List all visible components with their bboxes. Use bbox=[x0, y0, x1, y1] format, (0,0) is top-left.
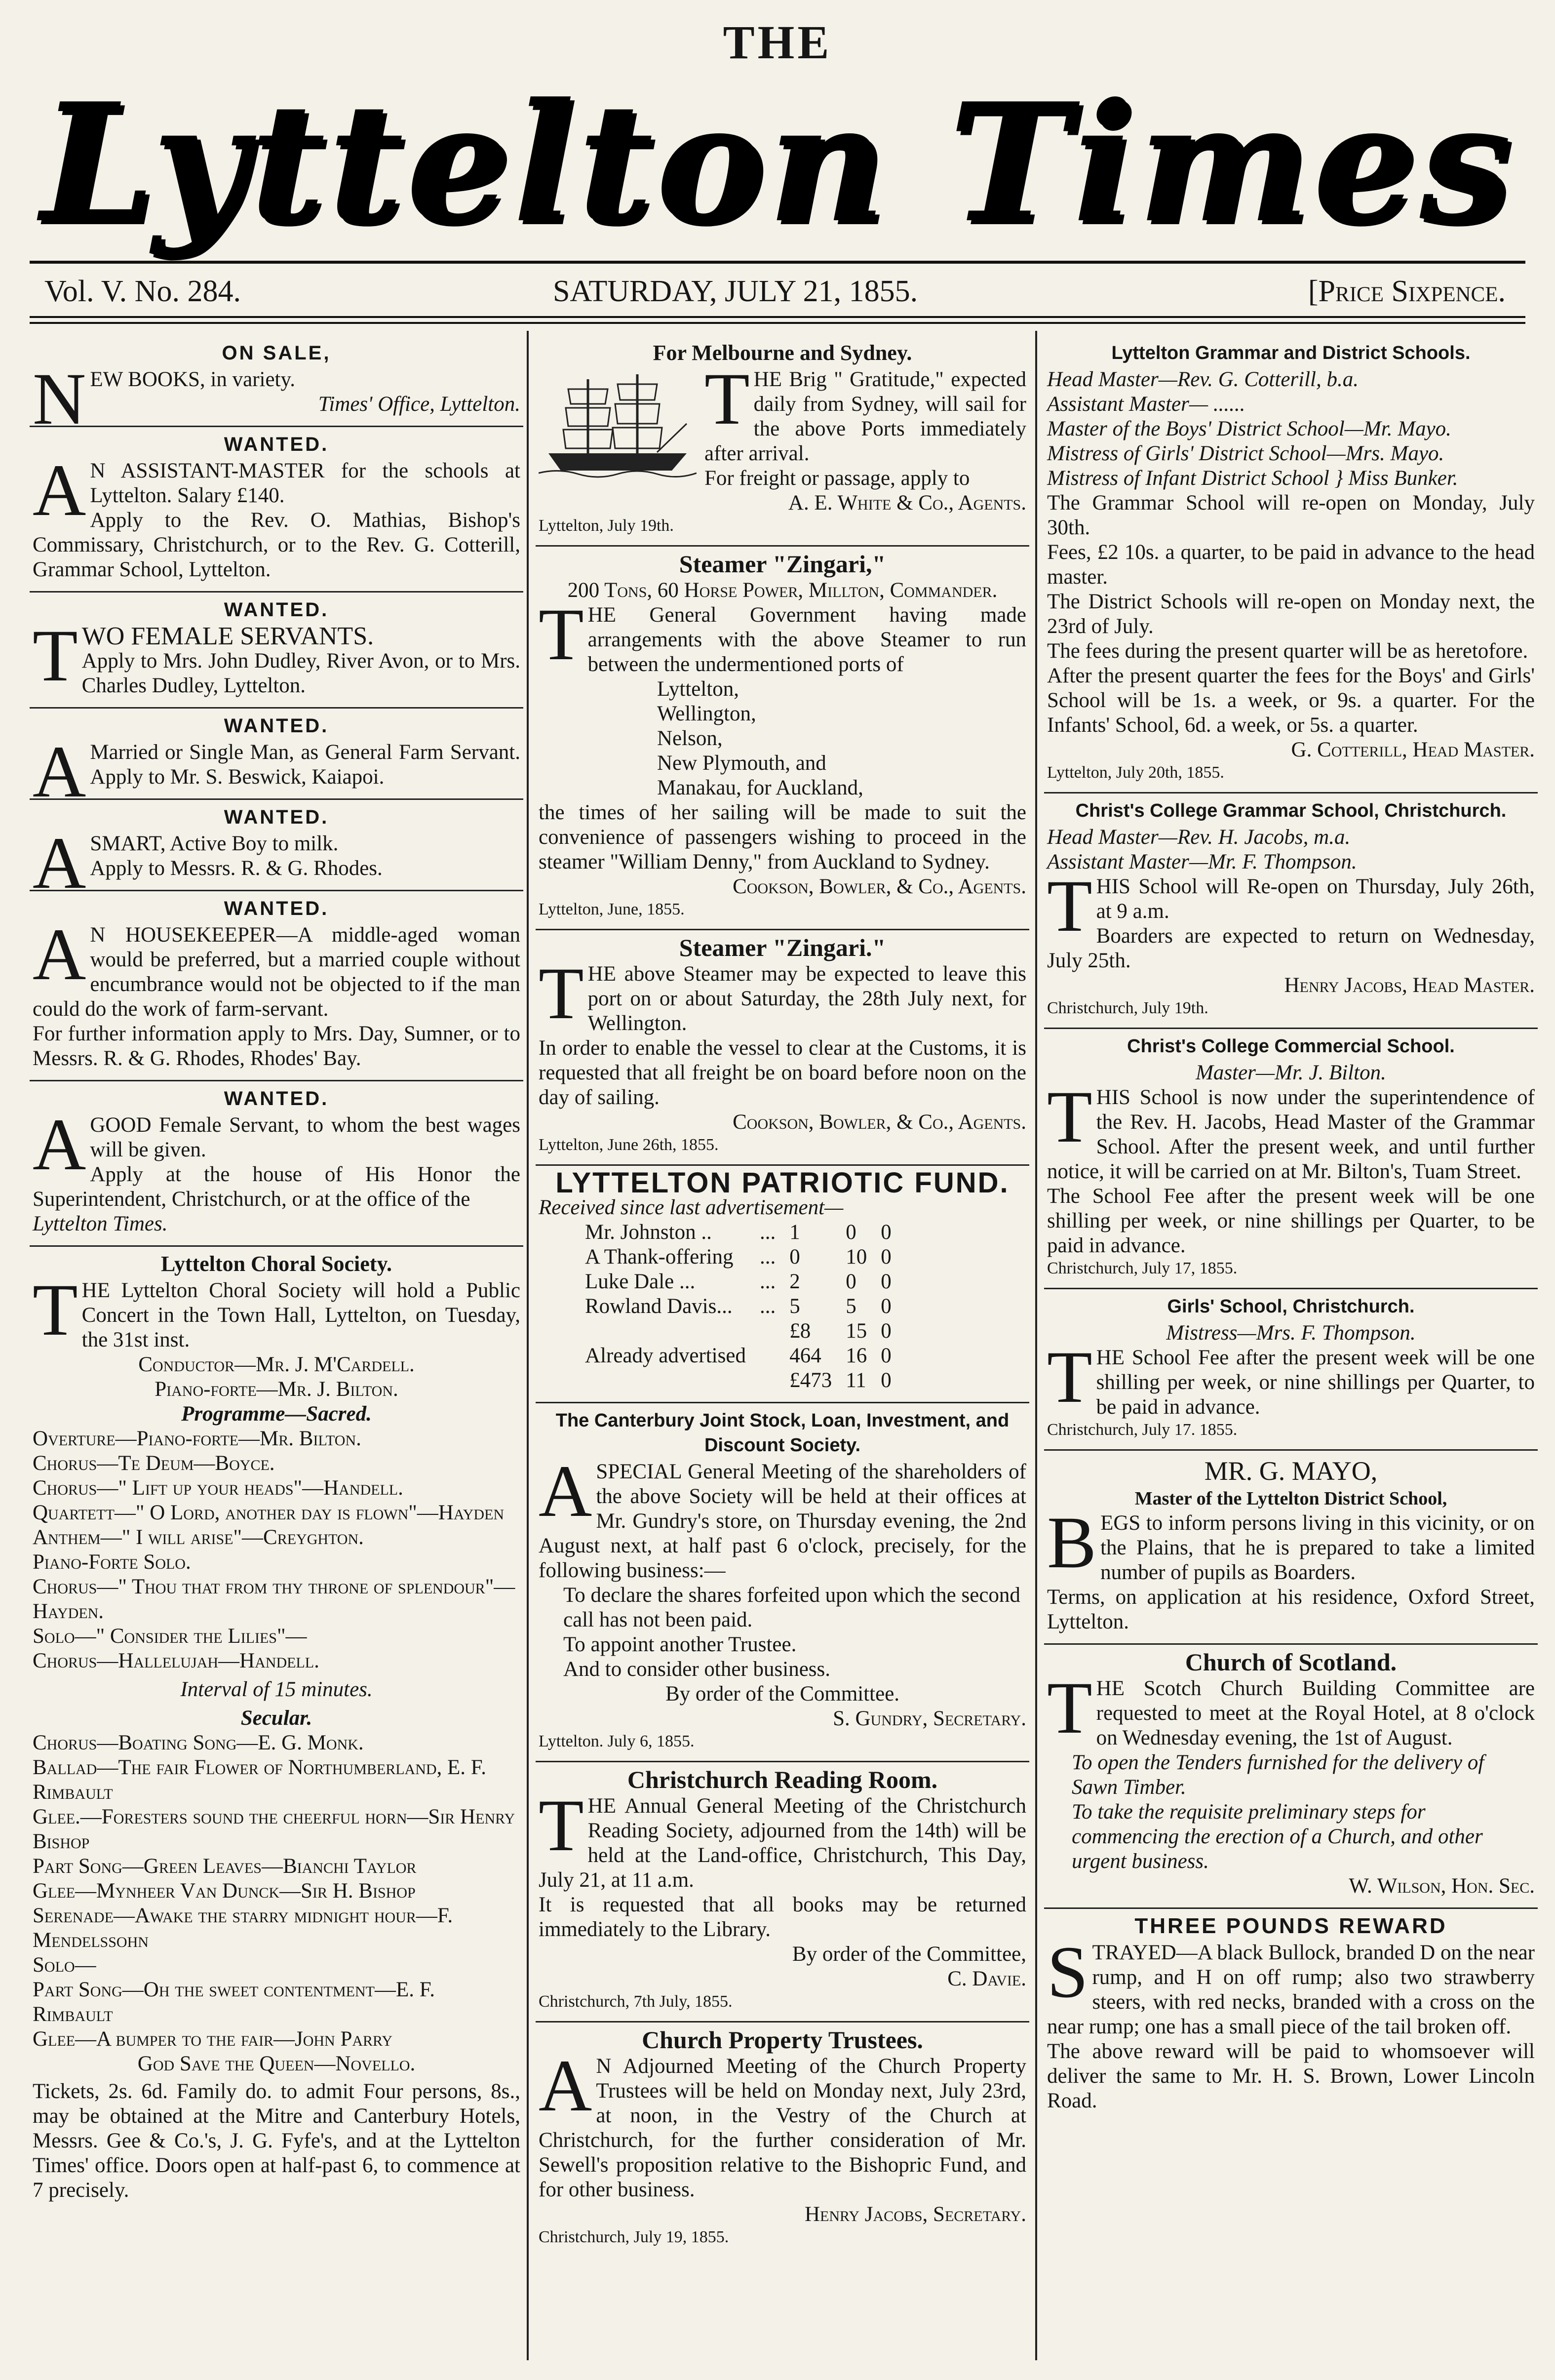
port: New Plymouth, and bbox=[657, 752, 826, 775]
ad-heading: WANTED. bbox=[224, 806, 329, 828]
ad-signature: S. Gundry, Secretary. bbox=[833, 1707, 1026, 1730]
staff-line: Mistress of Girls' District School—Mrs. Mayo. bbox=[1047, 442, 1444, 465]
staff-line: Assistant Master— ...... bbox=[1047, 393, 1245, 416]
ad-body: In order to enable the vessel to clear at the Customs, it is requested that all freight be on board before noon on the day of sailing. bbox=[539, 1036, 1026, 1109]
ad-heading: THREE POUNDS REWARD bbox=[1134, 1914, 1447, 1938]
ad-subheading: 200 Tons, 60 Horse Power, Millton, Commander. bbox=[567, 579, 998, 602]
fund-subheading: Received since last advertisement— bbox=[539, 1196, 844, 1219]
fund-subtotal bbox=[578, 1319, 898, 1344]
ad-heading: Lyttelton Choral Society. bbox=[160, 1252, 392, 1276]
ad-canterbury-society bbox=[536, 1403, 1029, 1762]
sacred-item: Piano-Forte Solo. bbox=[33, 1550, 191, 1574]
ad-body: NEW BOOKS, in variety. bbox=[33, 358, 295, 440]
leader-dots: ... bbox=[759, 1221, 776, 1244]
secular-item: God Save the Queen—Novello. bbox=[137, 2052, 416, 2075]
ad-signature: Times' Office, Lyttelton. bbox=[318, 393, 520, 416]
ad-body: THE Annual General Meeting of the Christchurch Reading Society, adjourned from the 14th) will be held at the Land-office, Christchurch, This Day, July 21, at 11 a.m. bbox=[539, 1785, 1026, 1892]
sacred-item: Chorus—Te Deum—Boyce. bbox=[33, 1452, 275, 1475]
interval: Interval of 15 minutes. bbox=[180, 1678, 373, 1701]
pence: 0 bbox=[881, 1295, 892, 1318]
port: Nelson, bbox=[657, 727, 723, 750]
ad-female-servants bbox=[30, 593, 523, 709]
ad-body: AN ASSISTANT-MASTER for the schools at Lyttelton. Salary £140. bbox=[33, 449, 520, 531]
secular-item: Glee—Mynheer Van Dunck—Sir H. Bishop bbox=[33, 1879, 416, 1903]
sacred-item: Chorus—Hallelujah—Handell. bbox=[33, 1649, 319, 1672]
port: Manakau, for Auckland, bbox=[657, 776, 863, 799]
ad-body: Apply to Messrs. R. & G. Rhodes. bbox=[90, 857, 383, 880]
leader-dots: ... bbox=[759, 1295, 776, 1318]
pence: 0 bbox=[881, 1221, 892, 1244]
ad-date: Christchurch, 7th July, 1855. bbox=[539, 1992, 733, 2011]
secular-item: Part Song—Oh the sweet contentment—E. F. Rimbault bbox=[33, 1978, 435, 2026]
ad-body: For further information apply to Mrs. Day, Sumner, or to Messrs. R. & G. Rhodes, Rhodes' Bay. bbox=[33, 1022, 520, 1070]
ship-icon bbox=[539, 369, 697, 483]
ad-female-servant bbox=[30, 1081, 523, 1247]
ad-date: Christchurch, July 19th. bbox=[1047, 999, 1208, 1017]
ad-heading: WANTED. bbox=[224, 715, 329, 737]
ad-heading: Church of Scotland. bbox=[1185, 1648, 1397, 1676]
staff-line: Master—Mr. J. Bilton. bbox=[1196, 1061, 1386, 1084]
fund-row bbox=[578, 1245, 898, 1269]
ad-body: the times of her sailing will be made to suit the convenience of passengers wishing to proceed in the steamer "William Denny," from Auckland to Sydney. bbox=[539, 801, 1026, 873]
pence: 0 bbox=[881, 1245, 892, 1269]
ad-church-of-scotland bbox=[1044, 1645, 1538, 1909]
ad-signature: Lyttelton Times. bbox=[33, 1212, 168, 1235]
ad-body: Apply to the Rev. O. Mathias, Bishop's Commissary, Christchurch, or to the Rev. G. Cotterill, Grammar School, Lyttelton. bbox=[33, 509, 520, 581]
ad-body: Fees, £2 10s. a quarter, to be paid in advance to the head master. bbox=[1047, 541, 1535, 589]
business-item: And to consider other business. bbox=[563, 1658, 831, 1681]
ad-heading: WANTED. bbox=[224, 599, 329, 621]
ad-heading: Girls' School, Christchurch. bbox=[1167, 1296, 1415, 1317]
column-3 bbox=[1044, 336, 1538, 2360]
ad-body: ASPECIAL General Meeting of the shareholders of the above Society will be held at their offices at Mr. Gundry's store, on Thursday evening, the 2nd August next, at half past 6 o'clock, precisely, for the following business:— bbox=[539, 1450, 1026, 1582]
shillings: 10 bbox=[846, 1245, 867, 1269]
ad-patriotic-fund bbox=[536, 1166, 1029, 1403]
secular-item: Glee.—Foresters sound the cheerful horn—Sir Henry Bishop bbox=[33, 1805, 515, 1853]
staff-line: Mistress of Infant District School } Miss Bunker. bbox=[1047, 467, 1458, 490]
ad-body: BEGS to inform persons living in this vicinity, or on the Plains, that he is prepared to take a limited number of pupils as Boarders. bbox=[1047, 1502, 1535, 1584]
ad-girls-school bbox=[1044, 1289, 1538, 1451]
staff-line: Head Master—Rev. H. Jacobs, m.a. bbox=[1047, 826, 1351, 849]
column-divider-2 bbox=[1035, 331, 1037, 2360]
ad-heading: Steamer "Zingari," bbox=[679, 550, 886, 578]
ad-college-grammar bbox=[1044, 793, 1538, 1029]
issue-date: SATURDAY, JULY 21, 1855. bbox=[553, 275, 918, 308]
leader-dots: ... bbox=[759, 1270, 776, 1293]
ad-heading: ON SALE, bbox=[222, 342, 331, 364]
ad-signature: Henry Jacobs, Secretary. bbox=[804, 2203, 1026, 2226]
ad-body: The Grammar School will re-open on Monday, July 30th. bbox=[1047, 491, 1535, 539]
pence: 0 bbox=[881, 1344, 892, 1367]
donor: A Thank-offering bbox=[585, 1245, 734, 1269]
staff-line: Mistress—Mrs. F. Thompson. bbox=[1166, 1321, 1416, 1345]
ad-body: THIS School is now under the superintendence of the Rev. H. Jacobs, Head Master of the Grammar School. After the present week, and until further notice, it will be carried on at Mr. Bilton's, Tuam Street. bbox=[1047, 1076, 1535, 1183]
sacred-item: Chorus—" Thou that from thy throne of splendour"—Hayden. bbox=[33, 1575, 515, 1623]
ad-body: The above reward will be paid to whomsoever will deliver the same to Mr. H. S. Brown, Lower Lincoln Road. bbox=[1047, 2040, 1535, 2112]
price: [Price Sixpence. bbox=[1308, 275, 1506, 308]
ad-subheading: Master of the Lyttelton District School, bbox=[1134, 1488, 1447, 1509]
shillings: 0 bbox=[846, 1270, 856, 1293]
pence: 0 bbox=[881, 1319, 892, 1343]
ad-body: AGOOD Female Servant, to whom the best wages will be given. bbox=[33, 1104, 520, 1186]
business-item: To take the requisite preliminary steps for commencing the erection of a Church, and other urgent business. bbox=[1072, 1800, 1483, 1873]
ad-heading: LYTTELTON PATRIOTIC FUND. bbox=[555, 1167, 1010, 1199]
donor: Mr. Johnston .. bbox=[585, 1221, 712, 1244]
fund-total bbox=[578, 1368, 898, 1393]
ad-body: THE General Government having made arrangements with the above Steamer to run between the undermentioned ports of bbox=[539, 594, 1026, 676]
ad-body: THE Lyttelton Choral Society will hold a Public Concert in the Town Hall, Lyttelton, on Tuesday, the 31st inst. bbox=[33, 1269, 520, 1351]
ad-body: ASMART, Active Boy to milk. bbox=[33, 822, 339, 904]
fund-already bbox=[578, 1344, 898, 1368]
ad-body: THIS School will Re-open on Thursday, July 26th, at 9 a.m. bbox=[1047, 865, 1535, 947]
ad-reward bbox=[1044, 1909, 1538, 2122]
column-1 bbox=[30, 336, 523, 2360]
ad-heading: Christ's College Commercial School. bbox=[1127, 1036, 1455, 1057]
secular-item: Ballad—The fair Flower of Northumberland, E. F. Rimbault bbox=[33, 1756, 487, 1804]
ad-body: It is requested that all books may be returned immediately to the Library. bbox=[539, 1893, 1026, 1941]
donor: Luke Dale ... bbox=[585, 1270, 696, 1293]
pounds: 1 bbox=[789, 1221, 800, 1244]
ad-body: THE Brig " Gratitude," expected daily from Sydney, will sail for the above Ports immediately after arrival. bbox=[704, 358, 1026, 465]
ad-heading: WANTED. bbox=[224, 434, 329, 455]
ad-grammar-schools bbox=[1044, 336, 1538, 793]
column-divider-1 bbox=[527, 331, 529, 2360]
ad-heading: The Canterbury Joint Stock, Loan, Investment, and Discount Society. bbox=[555, 1410, 1010, 1456]
ad-body: THE Scotch Church Building Committee are requested to meet at the Royal Hotel, at 8 o'clock on Wednesday evening, the 1st of August. bbox=[1047, 1667, 1535, 1749]
sacred-item: Quartett—" O Lord, another day is flown"—Hayden bbox=[33, 1501, 505, 1524]
pence: 0 bbox=[881, 1270, 892, 1293]
ad-heading: Steamer "Zingari." bbox=[679, 934, 886, 961]
ad-farm-servant bbox=[30, 709, 523, 813]
rule-top bbox=[30, 261, 1525, 264]
pounds: 464 bbox=[789, 1344, 821, 1367]
column-2 bbox=[536, 336, 1029, 2360]
ad-body: Boarders are expected to return on Wednesday, July 25th. bbox=[1047, 924, 1535, 972]
ad-body: After the present quarter the fees for the Boys' and Girls' School will be 1s. a week, or 9s. a quarter. For the Infants' School, 6d. a week, or 5s. a quarter. bbox=[1047, 664, 1535, 737]
ad-body: Terms, on application at his residence, Oxford Street, Lyttelton. bbox=[1047, 1586, 1535, 1633]
pounds: 0 bbox=[789, 1245, 800, 1269]
sacred-item: Overture—Piano-forte—Mr. Bilton. bbox=[33, 1427, 361, 1450]
port: Wellington, bbox=[657, 702, 756, 725]
masthead-the: THE bbox=[723, 16, 832, 69]
fund-table bbox=[578, 1220, 898, 1393]
ad-reading-room bbox=[536, 1762, 1029, 2023]
masthead-title: Lyttelton Times bbox=[40, 67, 1515, 259]
ad-assistant-master bbox=[30, 427, 523, 593]
ad-body: Apply to Mrs. John Dudley, River Avon, or to Mrs. Charles Dudley, Lyttelton. bbox=[81, 649, 520, 697]
already-label: Already advertised bbox=[585, 1344, 746, 1367]
staff-line: Head Master—Rev. G. Cotterill, b.a. bbox=[1047, 368, 1359, 391]
ad-body: AN Adjourned Meeting of the Church Property Trustees will be held on Monday next, July 23rd, at noon, in the Vestry of the Church at Christchurch, for the further consideration of Mr. Sewell's proposition relative to the Bishopric Fund, and for other business. bbox=[539, 2045, 1026, 2201]
ad-heading: WANTED. bbox=[224, 898, 329, 919]
ad-date: Christchurch, July 17, 1855. bbox=[1047, 1259, 1238, 1277]
ad-body: AMarried or Single Man, as General Farm Servant. Apply to Mr. S. Beswick, Kaiapoi. bbox=[33, 731, 520, 813]
business-item: To appoint another Trustee. bbox=[563, 1633, 797, 1656]
staff-line: Assistant Master—Mr. F. Thompson. bbox=[1047, 850, 1357, 873]
business-item: To declare the shares forfeited upon which the second call has not been paid. bbox=[563, 1584, 1020, 1631]
sacred-item: Solo—" Consider the Lilies"— bbox=[33, 1625, 307, 1648]
ad-new-books bbox=[30, 336, 523, 440]
pence: 0 bbox=[881, 1369, 892, 1392]
ad-date: Lyttelton, July 20th, 1855. bbox=[1047, 763, 1224, 782]
secular-item: Part Song—Green Leaves—Bianchi Taylor bbox=[33, 1855, 417, 1878]
ad-melbourne-sydney bbox=[536, 336, 1029, 547]
ad-date: Lyttelton. July 6, 1855. bbox=[539, 1732, 695, 1750]
ad-choral-society bbox=[30, 1247, 523, 2212]
ad-date: Lyttelton, June, 1855. bbox=[539, 900, 685, 918]
ad-signature: G. Cotterill, Head Master. bbox=[1291, 738, 1535, 761]
shillings: 5 bbox=[846, 1295, 856, 1318]
port: Lyttelton, bbox=[657, 677, 739, 701]
business-item: To open the Tenders furnished for the delivery of Sawn Timber. bbox=[1072, 1751, 1484, 1799]
ad-zingari-1 bbox=[536, 547, 1029, 930]
ad-mr-mayo bbox=[1044, 1451, 1538, 1645]
ad-commercial-school bbox=[1044, 1029, 1538, 1289]
shillings: 0 bbox=[846, 1221, 856, 1244]
ad-by-order: By order of the Committee. bbox=[665, 1682, 900, 1706]
ad-body: The School Fee after the present week will be one shilling per week, or nine shillings per Quarter, to be paid in advance. bbox=[1047, 1185, 1535, 1257]
sacred-item: Anthem—" I will arise"—Creyghton. bbox=[33, 1526, 364, 1549]
ad-date: Lyttelton, July 19th. bbox=[539, 516, 674, 535]
conductor: Conductor—Mr. J. M'Cardell. bbox=[138, 1353, 415, 1376]
ad-heading: Christ's College Grammar School, Christchurch. bbox=[1075, 800, 1507, 821]
ad-heading: WANTED. bbox=[224, 1088, 329, 1110]
tickets: Tickets, 2s. 6d. Family do. to admit Four persons, 8s., may be obtained at the Mitre and Canterbury Hotels, Messrs. Gee & Co.'s, J. G. Fyfe's, and at the Lyttelton Times' office. Doors open at half-past 6, to commence at 7 precisely. bbox=[33, 2080, 520, 2202]
dateline bbox=[30, 269, 1525, 323]
shillings: 16 bbox=[846, 1344, 867, 1367]
pounds: £473 bbox=[789, 1369, 832, 1392]
ad-property-trustees bbox=[536, 2023, 1029, 2257]
pounds: 5 bbox=[789, 1295, 800, 1318]
secular-item: Glee—A bumper to the fair—John Parry bbox=[33, 2027, 393, 2051]
fund-row bbox=[578, 1269, 898, 1294]
ad-body: The fees during the present quarter will be as heretofore. bbox=[1047, 639, 1528, 663]
ad-body: STRAYED—A black Bullock, branded D on the near rump, and H on off rump; also two strawberry steers, with red necks, branded with a cross on the near rump; one has a small piece of the tail broken off. bbox=[1047, 1931, 1535, 2038]
secular-item: Solo— bbox=[33, 1953, 96, 1977]
donor: Rowland Davis... bbox=[585, 1295, 733, 1318]
pianist: Piano-forte—Mr. J. Bilton. bbox=[155, 1378, 398, 1401]
secular-item: Serenade—Awake the starry midnight hour—F. Mendelssohn bbox=[33, 1904, 453, 1952]
ad-body: THE School Fee after the present week will be one shilling per week, or nine shillings per Quarter, to be paid in advance. bbox=[1047, 1336, 1535, 1419]
shillings: 11 bbox=[846, 1369, 866, 1392]
rule-bottom-2 bbox=[30, 322, 1525, 324]
ad-heading: MR. G. MAYO, bbox=[1204, 1456, 1378, 1486]
fund-row bbox=[578, 1294, 898, 1319]
ad-date: Christchurch, July 19, 1855. bbox=[539, 2228, 729, 2246]
leader-dots: ... bbox=[759, 1245, 776, 1269]
ad-body: For freight or passage, apply to bbox=[704, 467, 970, 490]
ad-signature: W. Wilson, Hon. Sec. bbox=[1349, 1874, 1535, 1898]
pounds: £8 bbox=[789, 1319, 811, 1343]
ad-signature: Cookson, Bowler, & Co., Agents. bbox=[733, 1111, 1026, 1134]
ad-body: TWO FEMALE SERVANTS. bbox=[33, 615, 374, 697]
ad-signature: Cookson, Bowler, & Co., Agents. bbox=[733, 875, 1026, 898]
ad-date: Lyttelton, June 26th, 1855. bbox=[539, 1136, 719, 1154]
pounds: 2 bbox=[789, 1270, 800, 1293]
rule-bottom-1 bbox=[30, 316, 1525, 318]
ad-body: The District Schools will re-open on Monday next, the 23rd of July. bbox=[1047, 590, 1535, 638]
ad-heading: Lyttelton Grammar and District Schools. bbox=[1111, 343, 1471, 363]
programme-heading: Programme—Sacred. bbox=[181, 1402, 372, 1426]
shillings: 15 bbox=[846, 1319, 867, 1343]
ad-signature: Henry Jacobs, Head Master. bbox=[1284, 974, 1535, 997]
ad-boy bbox=[30, 800, 523, 904]
secular-heading: Secular. bbox=[240, 1706, 312, 1730]
ad-by-order: By order of the Committee, bbox=[792, 1943, 1026, 1966]
ad-body: AN HOUSEKEEPER—A middle-aged woman would be preferred, but a married couple without encumbrance would not be objected to if the man could do the work of farm-servant. bbox=[33, 913, 520, 1021]
ad-signature: A. E. White & Co., Agents. bbox=[788, 491, 1026, 515]
ad-body: Apply at the house of His Honor the Superintendent, Christchurch, or at the office of the bbox=[33, 1163, 520, 1211]
staff-line: Master of the Boys' District School—Mr. Mayo. bbox=[1047, 417, 1451, 440]
ad-date: Christchurch, July 17. 1855. bbox=[1047, 1421, 1238, 1439]
secular-item: Chorus—Boating Song—E. G. Monk. bbox=[33, 1731, 364, 1754]
ad-heading: Christchurch Reading Room. bbox=[627, 1766, 938, 1793]
ad-housekeeper bbox=[30, 891, 523, 1081]
sacred-item: Chorus—" Lift up your heads"—Handell. bbox=[33, 1476, 403, 1500]
ad-body: THE above Steamer may be expected to leave this port on or about Saturday, the 28th July next, for Wellington. bbox=[539, 952, 1026, 1035]
volume-number: Vol. V. No. 284. bbox=[44, 275, 241, 308]
fund-row bbox=[578, 1220, 898, 1245]
ad-signature: C. Davie. bbox=[947, 1967, 1026, 1990]
ad-heading: For Melbourne and Sydney. bbox=[653, 341, 912, 365]
ad-zingari-2 bbox=[536, 930, 1029, 1166]
ad-heading: Church Property Trustees. bbox=[642, 2026, 923, 2054]
